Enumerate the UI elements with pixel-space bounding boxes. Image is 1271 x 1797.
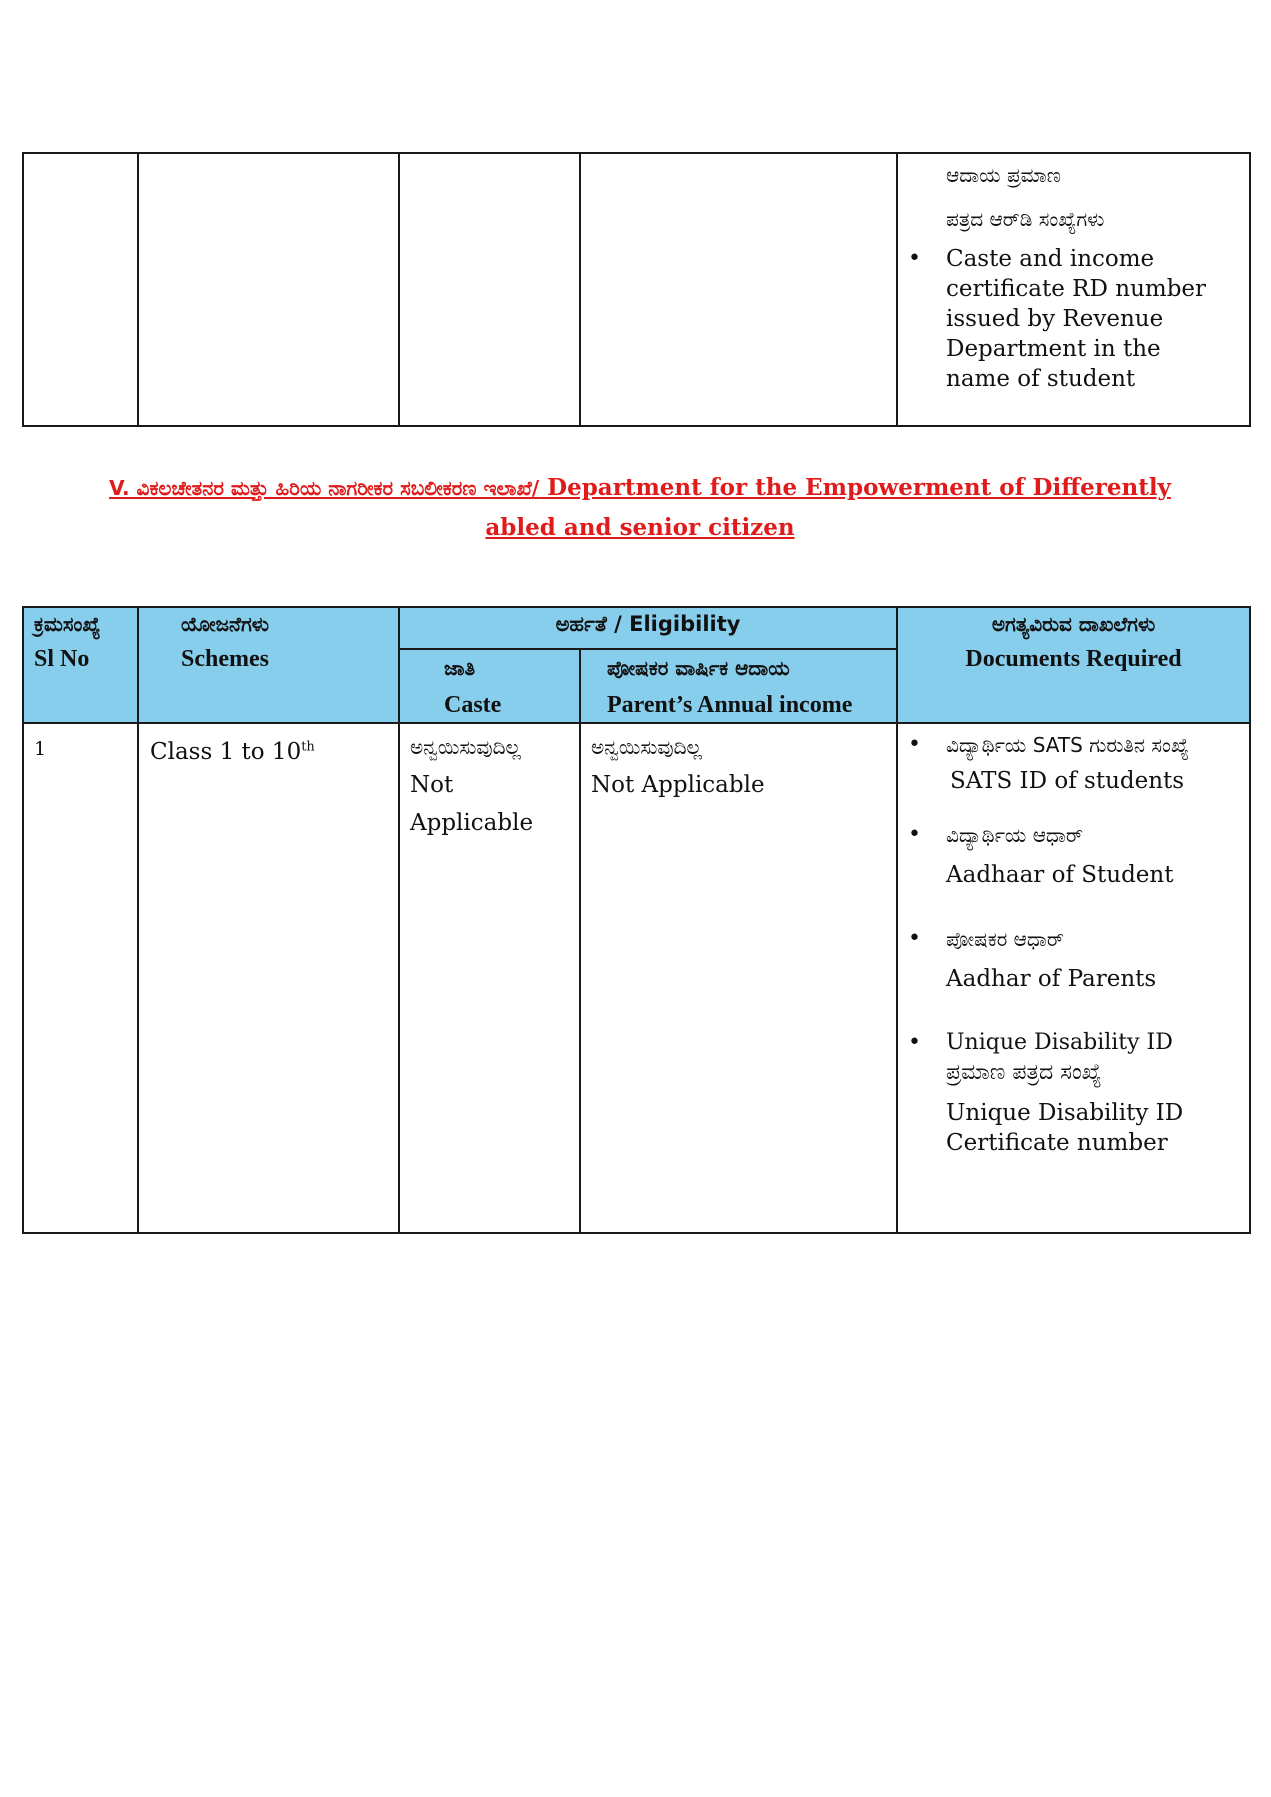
cont-cell-caste: [399, 153, 580, 426]
header-schemes: ಯೋಜನೆಗಳು Schemes: [138, 607, 399, 723]
cont-doc-line-kn-2: ಪತ್ರದ ಆರ್‌ಡಿ ಸಂಖ್ಯೆಗಳು: [946, 207, 1105, 231]
section-heading-en-1: Department for the Empowerment of Differently: [539, 474, 1171, 501]
header-documents: ಅಗತ್ಯವಿರುವ ದಾಖಲೆಗಳು Documents Required: [897, 607, 1250, 723]
cont-doc-line-kn-1: ಆದಾಯ ಪ್ರಮಾಣ: [946, 163, 1061, 187]
header-slno: ಕ್ರಮಸಂಖ್ಯೆ Sl No: [23, 607, 138, 723]
header-income: ಪೋಷಕರ ವಾರ್ಷಿಕ ಆದಾಯ Parent’s Annual income: [580, 649, 897, 723]
continuation-table: [22, 152, 1251, 427]
cell-documents: [897, 723, 1250, 1233]
cell-slno: 1: [23, 723, 138, 1233]
doc-item: • ಪೋಷಕರ ಆಧಾರ್ Aadhar of Parents: [946, 924, 1239, 994]
cell-scheme: Class 1 to 10th: [138, 723, 399, 1233]
cont-cell-income: [580, 153, 897, 426]
cont-cell-scheme: [138, 153, 399, 426]
section-heading: [60, 468, 1220, 548]
section-heading-en-2: abled and senior citizen: [485, 514, 795, 541]
cont-cell-documents: [897, 153, 1250, 426]
cont-doc-bullet: • Caste and income certificate RD number issued by Revenue Department in the name of student: [946, 244, 1249, 394]
header-caste: ಜಾತಿ Caste: [399, 649, 580, 723]
section-heading-kn: V. ವಿಕಲಚೇತನರ ಮತ್ತು ಹಿರಿಯ ನಾಗರೀಕರ ಸಬಲೀಕರಣ ಇಲಾಖೆ/: [109, 476, 540, 500]
doc-item: • Unique Disability ID ಪ್ರಮಾಣ ಪತ್ರದ ಸಂಖ್ಯೆ Unique Disability ID Certificate number: [946, 1028, 1239, 1158]
cont-cell-slno: [23, 153, 138, 426]
header-eligibility: ಅರ್ಹತೆ / Eligibility: [399, 607, 897, 649]
cell-income: ಅನ್ವಯಿಸುವುದಿಲ್ಲ Not Applicable: [580, 723, 897, 1233]
doc-item: • ವಿದ್ಯಾರ್ಥಿಯ ಆಧಾರ್ Aadhaar of Student: [946, 820, 1239, 890]
doc-item: • ವಿದ್ಯಾರ್ಥಿಯ SATS ಗುರುತಿನ ಸಂಖ್ಯೆ SATS ID of students: [946, 730, 1239, 796]
schemes-table: [22, 606, 1251, 1234]
cell-caste: ಅನ್ವಯಿಸುವುದಿಲ್ಲ Not Applicable: [399, 723, 580, 1233]
